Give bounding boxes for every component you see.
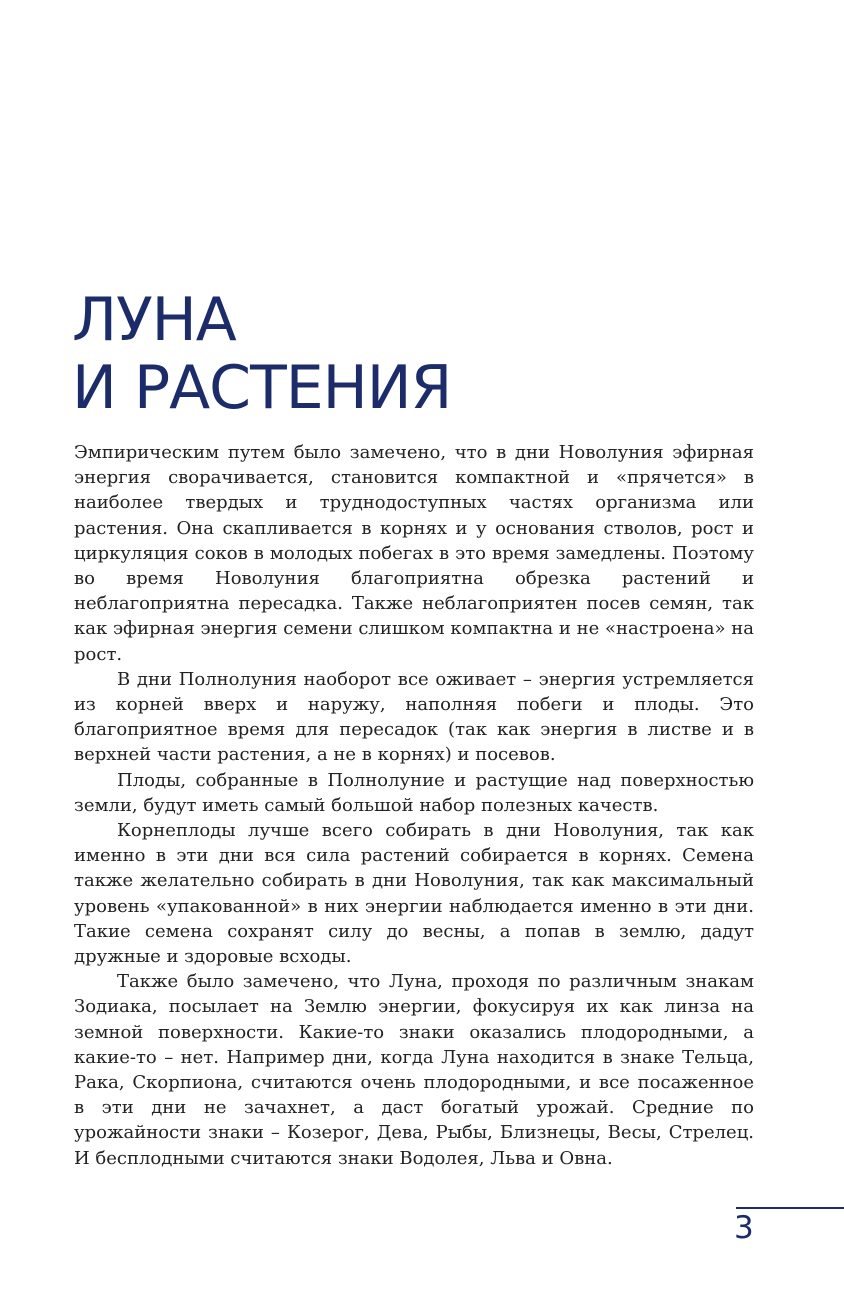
page-number: 3 <box>734 1210 754 1246</box>
chapter-title <box>72 286 451 422</box>
body-text <box>74 440 754 1171</box>
paragraph-4: Корнеплоды лучше всего собирать в дни Новолуния, так как именно в эти дни вся сила растений собирается в корнях. Семена также желательно собирать в дни Новолуния, так как максимальный уровень «упакованной» в них энергии наблюдается именно в эти дни. Такие семена сохранят силу до весны, а попав в землю, дадут дружные и здоровые всходы. <box>74 820 754 968</box>
paragraph-2: В дни Полнолуния наоборот все оживает – энергия устремляется из корней вверх и наружу, наполняя побеги и плоды. Это благоприятное время для пересадок (так как энергия в листве и в верхней части растения, а не в корнях) и посевов. <box>74 668 754 766</box>
chapter-title-line-2: И РАСТЕНИЯ <box>72 353 452 423</box>
chapter-title-line-1: ЛУНА <box>72 285 236 355</box>
paragraph-5: Также было замечено, что Луна, проходя по различным знакам Зодиака, посылает на Землю энергии, фокусируя их как линза на земной поверхности. Какие-то знаки оказались плодородными, а какие-то – нет. Например дни, когда Луна находится в знаке Тельца, Рака, Скорпиона, считаются очень плодородными, и все посаженное в эти дни не зачахнет, а даст богатый урожай. Средние по урожайности знаки – Козерог, Дева, Рыбы, Близнецы, Весы, Стрелец. И бесплодными считаются знаки Водолея, Льва и Овна. <box>74 971 754 1169</box>
page-number-rule <box>736 1207 844 1209</box>
paragraph-3: Плоды, собранные в Полнолуние и растущие над поверхностью земли, будут иметь самый большой набор полезных качеств. <box>74 769 754 816</box>
paragraph-1: Эмпирическим путем было замечено, что в дни Новолуния эфирная энергия сворачивается, становится компактной и «прячется» в наиболее твердых и труднодоступных частях организма или растения. Она скапливается в корнях и у основания стволов, рост и циркуляция соков в молодых побегах в это время замедлены. Поэтому во время Новолуния благоприятна обрезка растений и неблагоприятна пересадка. Также неблагоприятен посев семян, так как эфирная энергия семени слишком компактна и не «настроена» на рост. <box>74 442 754 665</box>
